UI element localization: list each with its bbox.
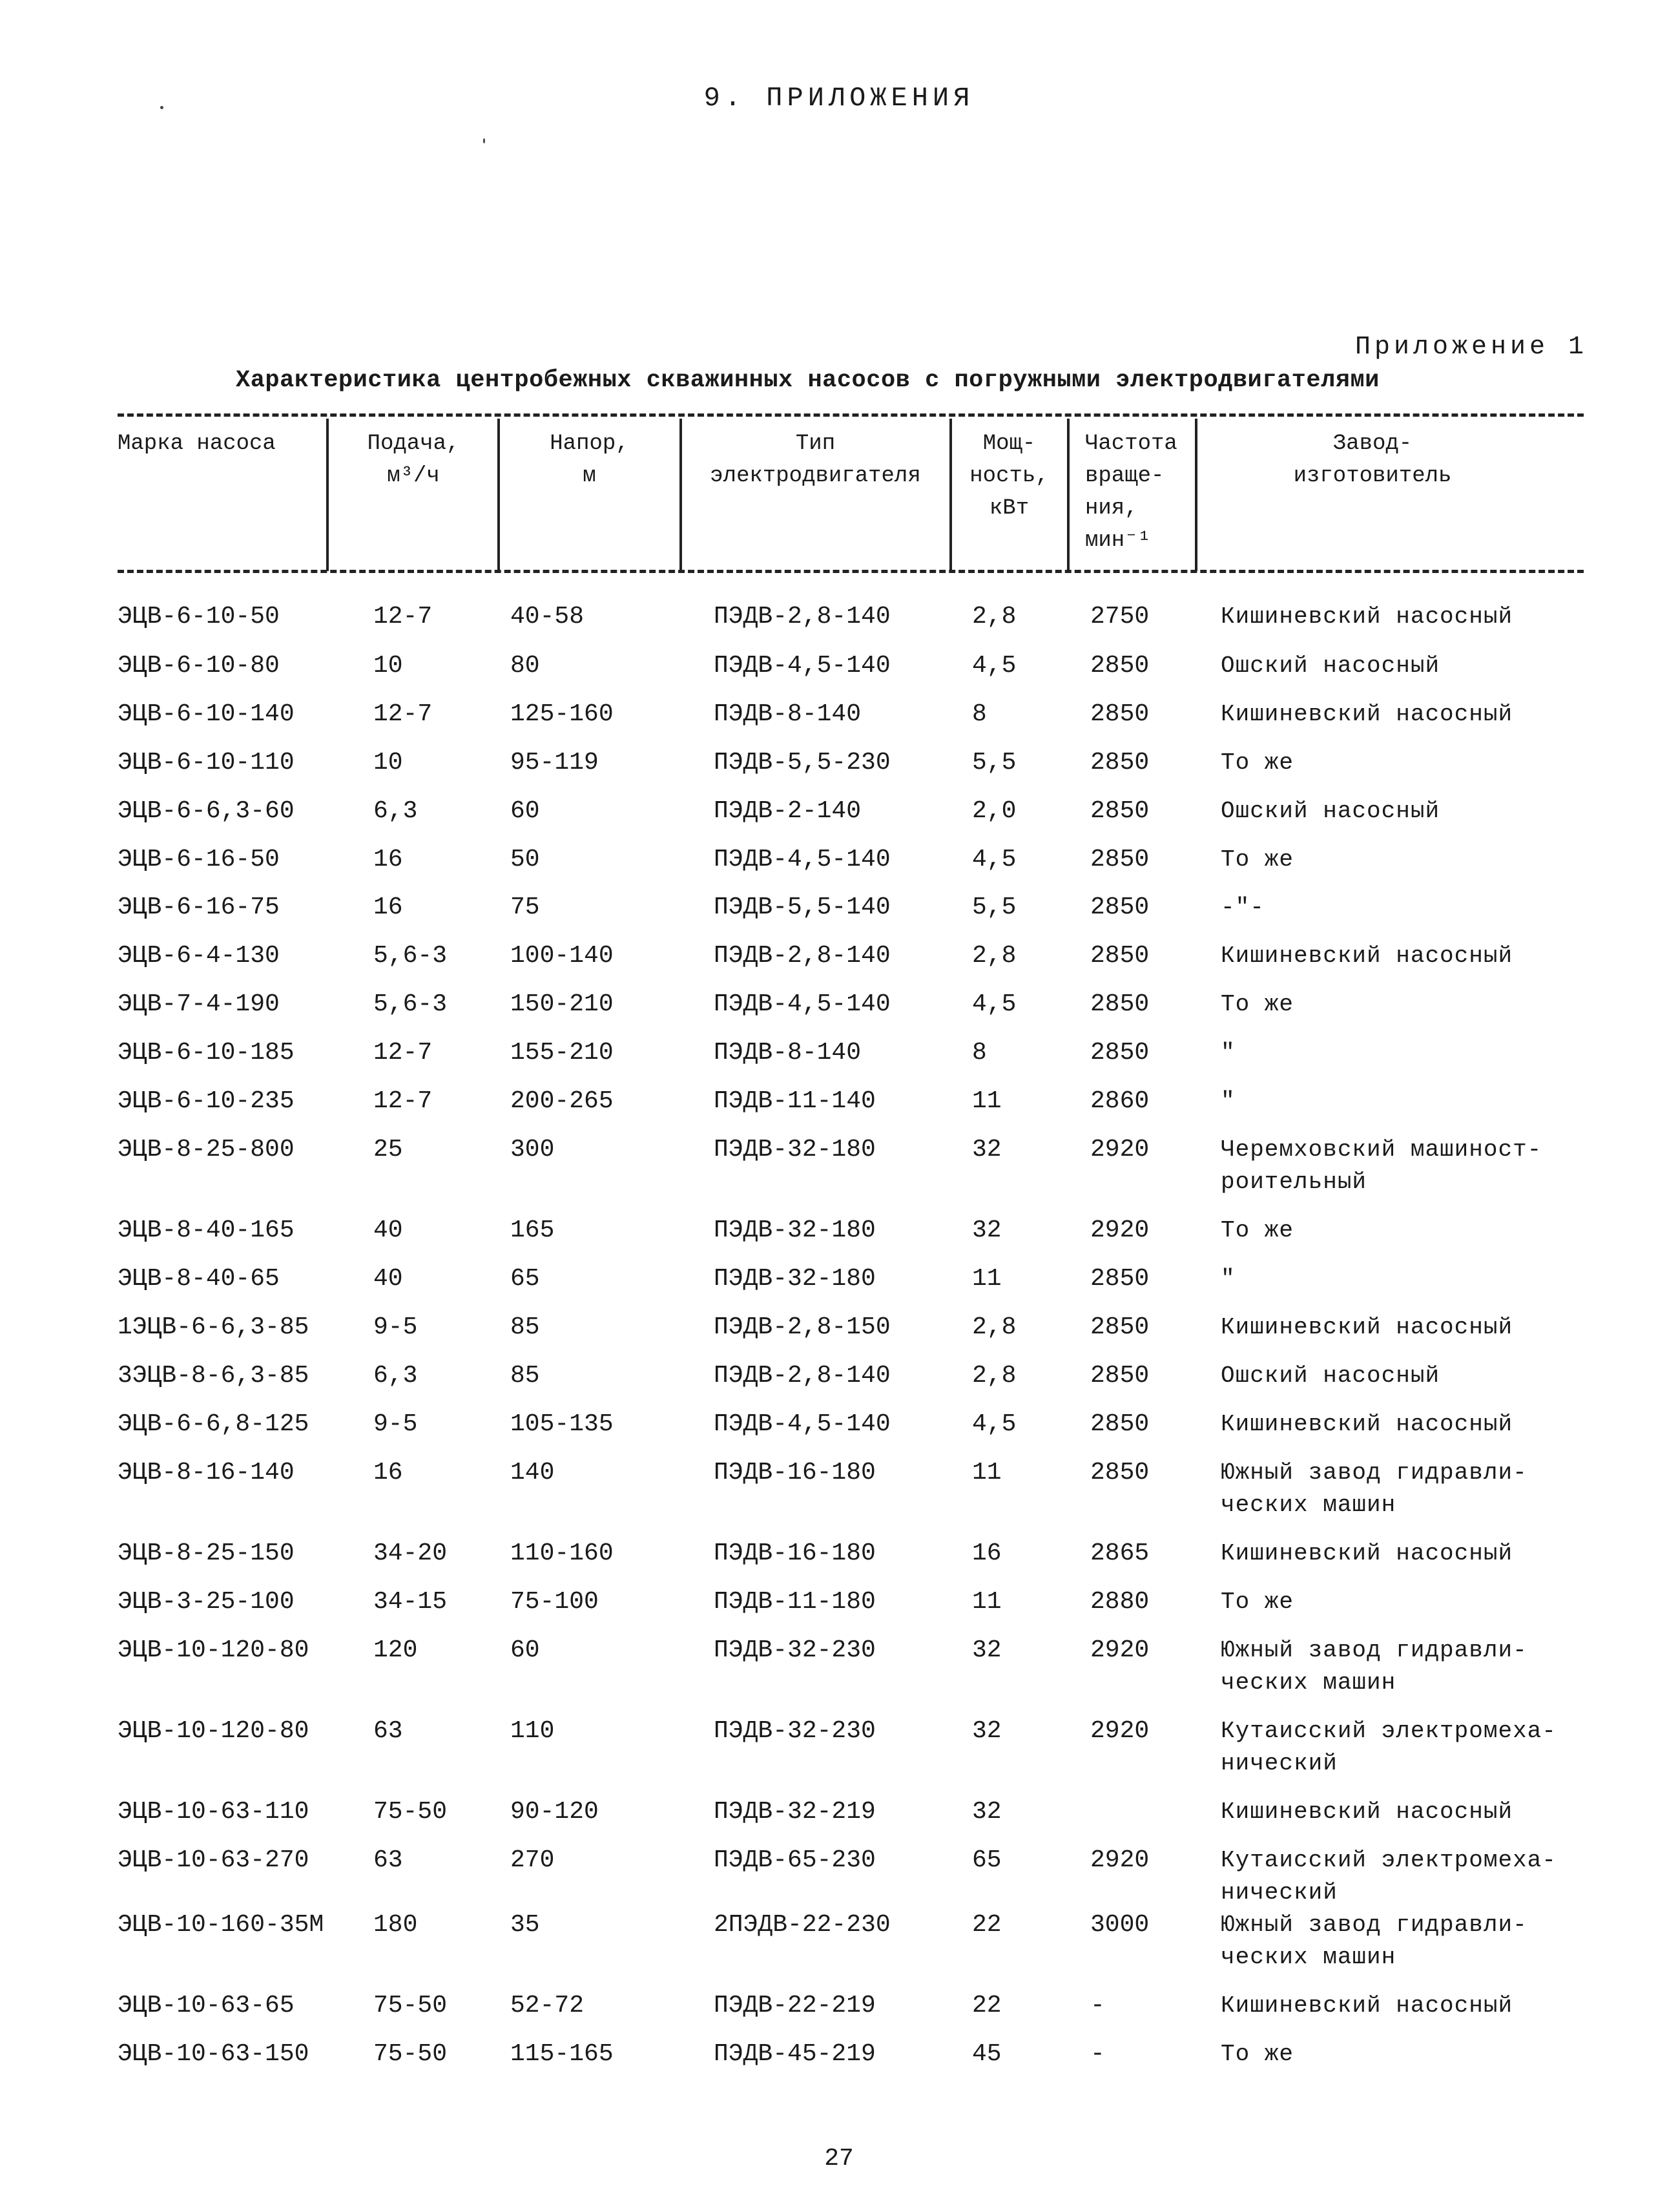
- motor-type-cell: ПЭДВ-2,8-140: [714, 1362, 891, 1390]
- head-cell: 100-140: [510, 942, 614, 970]
- table-row: [0, 1134, 1678, 1195]
- power-cell: 4,5: [972, 652, 1017, 680]
- rpm-cell: -: [1090, 1992, 1105, 2019]
- motor-type-cell: ПЭДВ-8-140: [714, 700, 862, 728]
- table-row: [0, 1085, 1678, 1131]
- table-row: [0, 1634, 1678, 1696]
- manufacturer-cell: Кишиневский насосный: [1221, 943, 1513, 969]
- motor-type-cell: ПЭДВ-32-180: [714, 1216, 876, 1244]
- motor-type-cell: 2ПЭДВ-22-230: [714, 1911, 891, 1939]
- pump-brand-cell: ЭЦВ-6-10-50: [118, 603, 280, 631]
- head-cell: 80: [510, 652, 540, 680]
- power-cell: 11: [972, 1265, 1002, 1293]
- flow-cell: 16: [373, 1459, 403, 1487]
- rpm-cell: 3000: [1090, 1911, 1150, 1939]
- pump-brand-cell: ЭЦВ-6-10-140: [118, 700, 295, 728]
- motor-type-cell: ПЭДВ-16-180: [714, 1539, 876, 1567]
- flow-cell: 34-20: [373, 1539, 448, 1567]
- pump-brand-cell: ЭЦВ-6-6,8-125: [118, 1410, 309, 1438]
- motor-type-cell: ПЭДВ-4,5-140: [714, 652, 891, 680]
- power-cell: 16: [972, 1539, 1002, 1567]
- power-cell: 5,5: [972, 749, 1017, 777]
- motor-type-cell: ПЭДВ-5,5-230: [714, 749, 891, 777]
- manufacturer-cell: То же: [1221, 1217, 1294, 1244]
- pump-brand-cell: ЭЦВ-6-10-80: [118, 652, 280, 680]
- rpm-cell: 2865: [1090, 1539, 1150, 1567]
- power-cell: 32: [972, 1717, 1002, 1745]
- table-top-rule: [118, 413, 1584, 417]
- power-cell: 45: [972, 2040, 1002, 2068]
- manufacturer-cell: Черемховский машиност- роительный: [1221, 1136, 1542, 1195]
- rpm-cell: 2920: [1090, 1216, 1150, 1244]
- head-cell: 75-100: [510, 1588, 599, 1616]
- table-row: [0, 1586, 1678, 1631]
- table-row: [0, 1796, 1678, 1841]
- manufacturer-cell: То же: [1221, 846, 1294, 873]
- head-cell: 140: [510, 1459, 555, 1487]
- rpm-cell: 2850: [1090, 652, 1150, 680]
- rpm-cell: 2850: [1090, 942, 1150, 970]
- pump-brand-cell: ЭЦВ-10-63-150: [118, 2040, 309, 2068]
- flow-cell: 10: [373, 652, 403, 680]
- motor-type-cell: ПЭДВ-22-219: [714, 1992, 876, 2019]
- motor-type-cell: ПЭДВ-65-230: [714, 1846, 876, 1874]
- manufacturer-cell: Кишиневский насосный: [1221, 603, 1513, 630]
- manufacturer-cell: Ошский насосный: [1221, 652, 1440, 679]
- table-row: [0, 844, 1678, 889]
- table-row: [0, 988, 1678, 1034]
- table-row: [0, 2038, 1678, 2083]
- motor-type-cell: ПЭДВ-32-180: [714, 1136, 876, 1163]
- table-row: [0, 1263, 1678, 1308]
- power-cell: 11: [972, 1588, 1002, 1616]
- power-cell: 11: [972, 1459, 1002, 1487]
- manufacturer-cell: Кишиневский насосный: [1221, 1799, 1513, 1825]
- header-rpm: Частота враще- ния, мин⁻¹: [1085, 432, 1177, 553]
- flow-cell: 5,6-3: [373, 990, 448, 1018]
- pump-brand-cell: 1ЭЦВ-6-6,3-85: [118, 1313, 309, 1341]
- manufacturer-cell: Южный завод гидравли- ческих машин: [1221, 1459, 1528, 1518]
- flow-cell: 6,3: [373, 797, 418, 825]
- motor-type-cell: ПЭДВ-2,8-140: [714, 603, 891, 631]
- table-row: [0, 1037, 1678, 1082]
- head-cell: 75: [510, 893, 540, 921]
- head-cell: 52-72: [510, 1992, 585, 2019]
- pump-brand-cell: ЭЦВ-6-6,3-60: [118, 797, 295, 825]
- rpm-cell: 2850: [1090, 990, 1150, 1018]
- power-cell: 5,5: [972, 893, 1017, 921]
- manufacturer-cell: ″: [1221, 1088, 1236, 1114]
- motor-type-cell: ПЭДВ-32-180: [714, 1265, 876, 1293]
- manufacturer-cell: Ошский насосный: [1221, 1362, 1440, 1389]
- power-cell: 4,5: [972, 1410, 1017, 1438]
- flow-cell: 63: [373, 1846, 403, 1874]
- table-header-bottom-rule: [118, 570, 1584, 573]
- power-cell: 4,5: [972, 990, 1017, 1018]
- manufacturer-cell: То же: [1221, 2041, 1294, 2067]
- table-row: [0, 1408, 1678, 1454]
- pump-brand-cell: ЭЦВ-3-25-100: [118, 1588, 295, 1616]
- head-cell: 60: [510, 1636, 540, 1664]
- pump-brand-cell: ЭЦВ-6-10-185: [118, 1039, 295, 1067]
- annex-label: Приложение 1: [1354, 333, 1588, 362]
- head-cell: 165: [510, 1216, 555, 1244]
- head-cell: 155-210: [510, 1039, 614, 1067]
- flow-cell: 12-7: [373, 1039, 433, 1067]
- head-cell: 300: [510, 1136, 555, 1163]
- manufacturer-cell: Южный завод гидравли- ческих машин: [1221, 1637, 1528, 1696]
- power-cell: 32: [972, 1136, 1002, 1163]
- table-row: [0, 1360, 1678, 1405]
- rpm-cell: -: [1090, 2040, 1105, 2068]
- power-cell: 8: [972, 1039, 987, 1067]
- column-divider: [497, 419, 500, 571]
- pump-brand-cell: ЭЦВ-8-40-165: [118, 1216, 295, 1244]
- pump-brand-cell: ЭЦВ-10-63-270: [118, 1846, 309, 1874]
- rpm-cell: 2850: [1090, 1459, 1150, 1487]
- flow-cell: 34-15: [373, 1588, 448, 1616]
- power-cell: 2,8: [972, 1362, 1017, 1390]
- power-cell: 2,8: [972, 942, 1017, 970]
- header-flow: Подача, м³/ч: [367, 432, 460, 488]
- motor-type-cell: ПЭДВ-16-180: [714, 1459, 876, 1487]
- flow-cell: 40: [373, 1216, 403, 1244]
- power-cell: 8: [972, 700, 987, 728]
- table-row: [0, 795, 1678, 840]
- manufacturer-cell: Кутаисский электромеха- нический: [1221, 1847, 1557, 1906]
- rpm-cell: 2850: [1090, 1313, 1150, 1341]
- rpm-cell: 2850: [1090, 1265, 1150, 1293]
- rpm-cell: 2860: [1090, 1087, 1150, 1115]
- pump-brand-cell: ЭЦВ-6-4-130: [118, 942, 280, 970]
- power-cell: 22: [972, 1911, 1002, 1939]
- motor-type-cell: ПЭДВ-4,5-140: [714, 846, 891, 873]
- table-row: [0, 1990, 1678, 2035]
- power-cell: 2,8: [972, 1313, 1017, 1341]
- head-cell: 85: [510, 1313, 540, 1341]
- table-row: [0, 1715, 1678, 1777]
- flow-cell: 40: [373, 1265, 403, 1293]
- power-cell: 22: [972, 1992, 1002, 2019]
- manufacturer-cell: То же: [1221, 1589, 1294, 1615]
- manufacturer-cell: Ошский насосный: [1221, 798, 1440, 824]
- flow-cell: 25: [373, 1136, 403, 1163]
- pump-brand-cell: ЭЦВ-10-160-35М: [118, 1911, 324, 1939]
- motor-type-cell: ПЭДВ-5,5-140: [714, 893, 891, 921]
- head-cell: 150-210: [510, 990, 614, 1018]
- head-cell: 35: [510, 1911, 540, 1939]
- manufacturer-cell: ″: [1221, 1039, 1236, 1066]
- head-cell: 125-160: [510, 700, 614, 728]
- pump-brand-cell: ЭЦВ-10-63-110: [118, 1798, 309, 1826]
- flow-cell: 63: [373, 1717, 403, 1745]
- manufacturer-cell: ″: [1221, 1266, 1236, 1292]
- rpm-cell: 2850: [1090, 1362, 1150, 1390]
- head-cell: 115-165: [510, 2040, 614, 2068]
- column-divider: [679, 419, 682, 571]
- manufacturer-cell: То же: [1221, 749, 1294, 776]
- flow-cell: 75-50: [373, 1992, 448, 2019]
- motor-type-cell: ПЭДВ-11-180: [714, 1588, 876, 1616]
- flow-cell: 180: [373, 1911, 418, 1939]
- pump-brand-cell: ЭЦВ-8-16-140: [118, 1459, 295, 1487]
- section-title: 9. ПРИЛОЖЕНИЯ: [703, 83, 975, 114]
- flow-cell: 120: [373, 1636, 418, 1664]
- pump-brand-cell: ЭЦВ-10-63-65: [118, 1992, 295, 2019]
- power-cell: 32: [972, 1216, 1002, 1244]
- pump-brand-cell: ЭЦВ-10-120-80: [118, 1636, 309, 1664]
- flow-cell: 12-7: [373, 603, 433, 631]
- table-row: [0, 892, 1678, 937]
- table-row: [0, 1538, 1678, 1583]
- rpm-cell: 2920: [1090, 1717, 1150, 1745]
- flow-cell: 12-7: [373, 700, 433, 728]
- column-divider: [1067, 419, 1070, 571]
- motor-type-cell: ПЭДВ-32-230: [714, 1717, 876, 1745]
- rpm-cell: 2750: [1090, 603, 1150, 631]
- manufacturer-cell: Кишиневский насосный: [1221, 1992, 1513, 2019]
- header-manufacturer: Завод- изготовитель: [1293, 432, 1452, 488]
- pump-brand-cell: ЭЦВ-10-120-80: [118, 1717, 309, 1745]
- rpm-cell: 2850: [1090, 749, 1150, 777]
- head-cell: 200-265: [510, 1087, 614, 1115]
- head-cell: 110-160: [510, 1539, 614, 1567]
- pump-brand-cell: ЭЦВ-8-25-800: [118, 1136, 295, 1163]
- table-row: [0, 747, 1678, 792]
- head-cell: 110: [510, 1717, 555, 1745]
- pump-brand-cell: 3ЭЦВ-8-6,3-85: [118, 1362, 309, 1390]
- head-cell: 50: [510, 846, 540, 873]
- rpm-cell: 2850: [1090, 1410, 1150, 1438]
- manufacturer-cell: Кишиневский насосный: [1221, 701, 1513, 727]
- table-row: [0, 650, 1678, 695]
- table-row: [0, 1457, 1678, 1518]
- flow-cell: 6,3: [373, 1362, 418, 1390]
- rpm-cell: 2850: [1090, 700, 1150, 728]
- table-row: [0, 940, 1678, 985]
- flow-cell: 16: [373, 893, 403, 921]
- rpm-cell: 2850: [1090, 893, 1150, 921]
- table-row: [0, 698, 1678, 744]
- flow-cell: 9-5: [373, 1410, 418, 1438]
- rpm-cell: 2850: [1090, 846, 1150, 873]
- flow-cell: 12-7: [373, 1087, 433, 1115]
- power-cell: 32: [972, 1636, 1002, 1664]
- motor-type-cell: ПЭДВ-2,8-140: [714, 942, 891, 970]
- motor-type-cell: ПЭДВ-4,5-140: [714, 1410, 891, 1438]
- scan-speck: [160, 106, 163, 109]
- power-cell: 11: [972, 1087, 1002, 1115]
- rpm-cell: 2920: [1090, 1636, 1150, 1664]
- flow-cell: 75-50: [373, 2040, 448, 2068]
- motor-type-cell: ПЭДВ-11-140: [714, 1087, 876, 1115]
- table-caption: Характеристика центробежных скважинных насосов с погружными электродвигателями: [236, 367, 1380, 394]
- head-cell: 60: [510, 797, 540, 825]
- header-head: Напор, м: [550, 432, 629, 488]
- flow-cell: 10: [373, 749, 403, 777]
- table-row: [0, 1909, 1678, 1970]
- header-power: Мощ- ность, кВт: [969, 432, 1049, 521]
- manufacturer-cell: Кишиневский насосный: [1221, 1411, 1513, 1437]
- flow-cell: 5,6-3: [373, 942, 448, 970]
- table-row: [0, 1215, 1678, 1260]
- rpm-cell: 2850: [1090, 1039, 1150, 1067]
- motor-type-cell: ПЭДВ-45-219: [714, 2040, 876, 2068]
- power-cell: 32: [972, 1798, 1002, 1826]
- scan-speck: [483, 138, 485, 143]
- column-divider: [326, 419, 329, 571]
- flow-cell: 16: [373, 846, 403, 873]
- head-cell: 65: [510, 1265, 540, 1293]
- manufacturer-cell: -"-: [1221, 894, 1265, 921]
- pump-brand-cell: ЭЦВ-6-10-235: [118, 1087, 295, 1115]
- flow-cell: 9-5: [373, 1313, 418, 1341]
- pump-brand-cell: ЭЦВ-6-16-50: [118, 846, 280, 873]
- motor-type-cell: ПЭДВ-32-219: [714, 1798, 876, 1826]
- power-cell: 65: [972, 1846, 1002, 1874]
- motor-type-cell: ПЭДВ-4,5-140: [714, 990, 891, 1018]
- header-motor-type: Тип электродвигателя: [710, 432, 921, 488]
- head-cell: 40-58: [510, 603, 585, 631]
- motor-type-cell: ПЭДВ-2,8-150: [714, 1313, 891, 1341]
- column-divider: [949, 419, 952, 571]
- manufacturer-cell: Южный завод гидравли- ческих машин: [1221, 1912, 1528, 1970]
- motor-type-cell: ПЭДВ-32-230: [714, 1636, 876, 1664]
- rpm-cell: 2880: [1090, 1588, 1150, 1616]
- table-row: [0, 1311, 1678, 1357]
- pump-brand-cell: ЭЦВ-7-4-190: [118, 990, 280, 1018]
- manufacturer-cell: Кишиневский насосный: [1221, 1540, 1513, 1567]
- rpm-cell: 2920: [1090, 1136, 1150, 1163]
- pump-brand-cell: ЭЦВ-8-40-65: [118, 1265, 280, 1293]
- head-cell: 270: [510, 1846, 555, 1874]
- manufacturer-cell: Кутаисский электромеха- нический: [1221, 1718, 1557, 1777]
- power-cell: 4,5: [972, 846, 1017, 873]
- flow-cell: 75-50: [373, 1798, 448, 1826]
- table-row: [0, 1844, 1678, 1906]
- table-row: [0, 601, 1678, 646]
- rpm-cell: 2920: [1090, 1846, 1150, 1874]
- manufacturer-cell: Кишиневский насосный: [1221, 1314, 1513, 1341]
- rpm-cell: 2850: [1090, 797, 1150, 825]
- motor-type-cell: ПЭДВ-2-140: [714, 797, 862, 825]
- column-divider: [1195, 419, 1197, 571]
- motor-type-cell: ПЭДВ-8-140: [714, 1039, 862, 1067]
- head-cell: 105-135: [510, 1410, 614, 1438]
- pump-brand-cell: ЭЦВ-6-16-75: [118, 893, 280, 921]
- manufacturer-cell: То же: [1221, 991, 1294, 1017]
- header-brand: Марка насоса: [118, 432, 276, 456]
- head-cell: 90-120: [510, 1798, 599, 1826]
- pump-brand-cell: ЭЦВ-8-25-150: [118, 1539, 295, 1567]
- pump-brand-cell: ЭЦВ-6-10-110: [118, 749, 295, 777]
- power-cell: 2,0: [972, 797, 1017, 825]
- head-cell: 85: [510, 1362, 540, 1390]
- power-cell: 2,8: [972, 603, 1017, 631]
- page-number: 27: [824, 2145, 854, 2173]
- head-cell: 95-119: [510, 749, 599, 777]
